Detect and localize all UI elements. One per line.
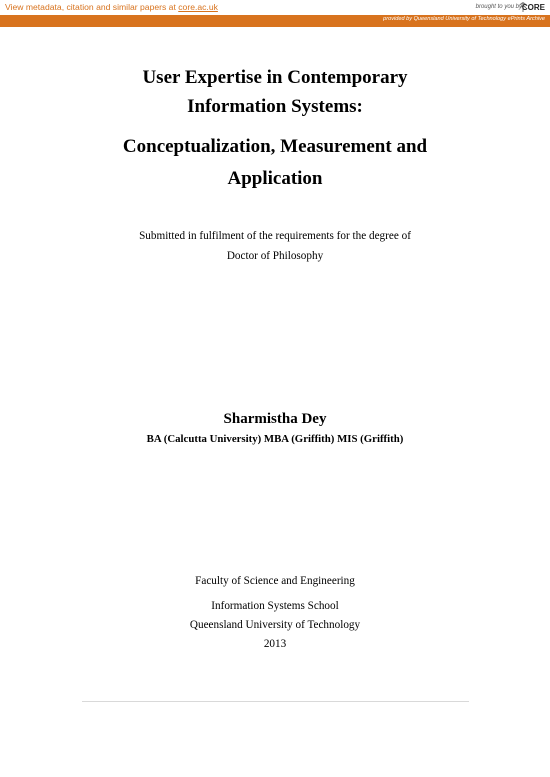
thesis-title-line-1: User Expertise in Contemporary <box>142 67 408 88</box>
provided-by-text: provided by Queensland University of Technology ePrints Archive <box>383 16 545 22</box>
core-metadata-link[interactable] <box>5 2 218 12</box>
core-link-domain[interactable]: core.ac.uk <box>178 2 218 12</box>
thesis-title-line-4: Application <box>227 168 323 189</box>
degree-name: Doctor of Philosophy <box>226 250 324 262</box>
core-link-prefix: View metadata, citation and similar papers at <box>5 2 179 12</box>
core-banner <box>0 0 550 27</box>
brought-to-you-text: brought to you by <box>475 4 522 10</box>
year: 2013 <box>263 638 287 650</box>
author-name: Sharmistha Dey <box>223 411 327 427</box>
submission-statement: Submitted in fulfilment of the requirements for the degree of <box>139 230 411 242</box>
thesis-title-line-3: Conceptualization, Measurement and <box>122 136 428 157</box>
university-name: Queensland University of Technology <box>189 619 361 631</box>
core-brand-link[interactable]: CORE <box>521 3 545 12</box>
thesis-title-line-2: Information Systems: <box>187 96 363 117</box>
author-credentials: BA (Calcutta University) MBA (Griffith) MIS (Griffith) <box>146 433 404 445</box>
footer-divider <box>82 701 469 702</box>
school-name: Information Systems School <box>211 600 339 612</box>
faculty-name: Faculty of Science and Engineering <box>195 575 355 587</box>
